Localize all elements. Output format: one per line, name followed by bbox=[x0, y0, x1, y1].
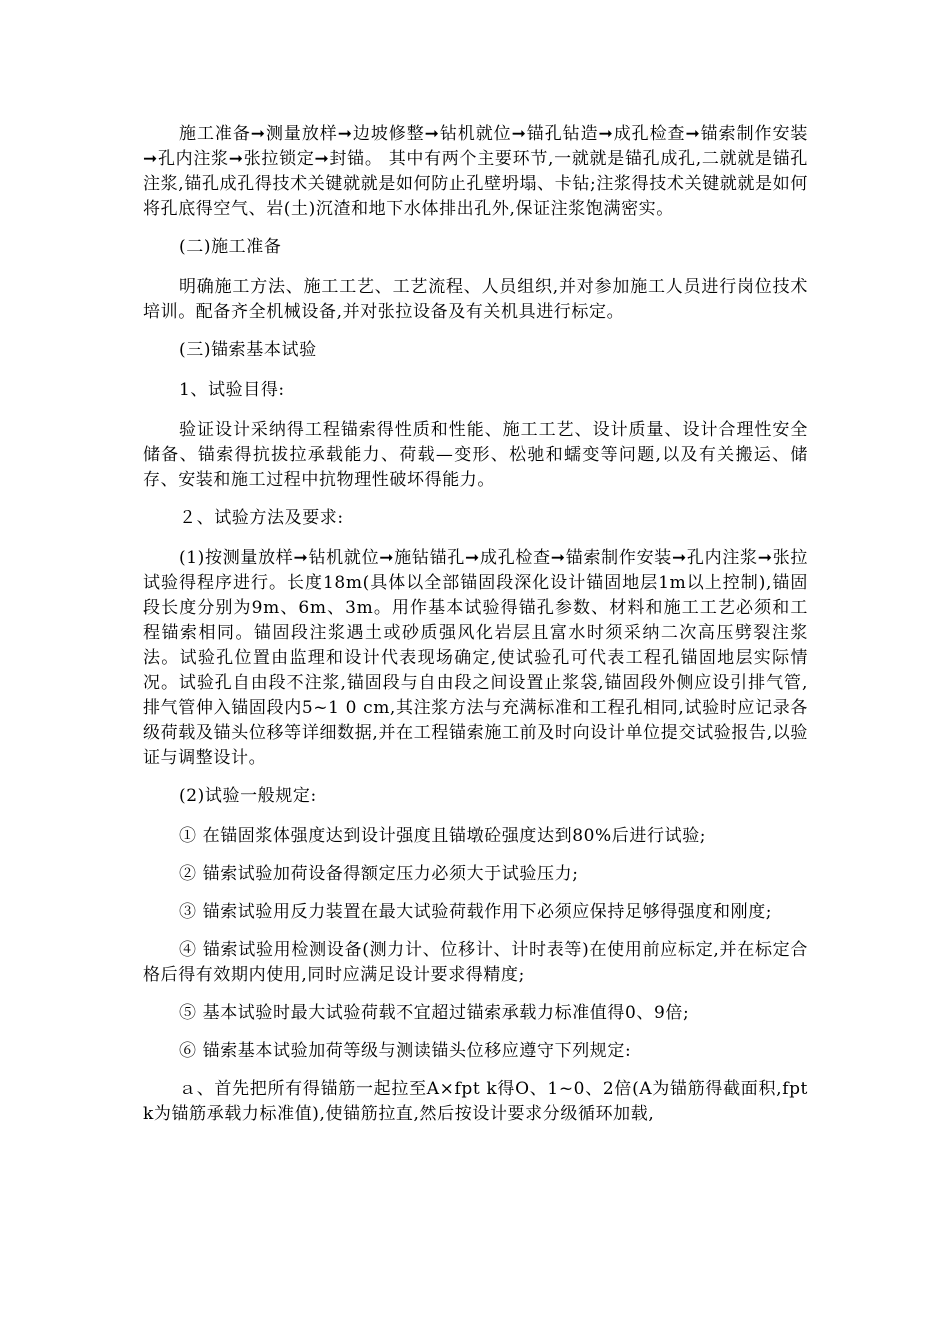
rule-item-2: ② 锚索试验加荷设备得额定压力必须大于试验压力; bbox=[179, 864, 579, 884]
rule-item-6a: ａ、首先把所有得锚筋一起拉至A×fpt k得O、1~0、2倍(A为锚筋得截面积,fptk为锚筋承载力标准值),使锚筋拉直,然后按设计要求分级循环加载, bbox=[143, 1079, 808, 1124]
paragraph-test-method: (1)按测量放样➞钻机就位➞施钻锚孔➞成孔检查➞锚索制作安装➞孔内注浆➞张拉试验得程序进行。长度18m(具体以全部锚固段深化设计锚固地层1m以上控制),锚固段长度分别为9m、6m、3m。用作基本试验得锚孔参数、材料和施工工艺必须和工程锚索相同。锚固段注浆遇土或砂质强风化岩层且富水时须采纳二次高压劈裂注浆法。试验孔位置由监理和设计代表现场确定,使试验孔可代表工程孔锚固地层实际情况。试验孔自由段不注浆,锚固段与自由段之间设置止浆袋,锚固段外侧应设引排气管,排气管伸入锚固段内5~1 0 cm,其注浆方法与充满标准和工程孔相同,试验时应记录各级荷载及锚头位移等详细数据,并在工程锚索施工前及时向设计单位提交试验报告,以验证与调整设计。 bbox=[143, 548, 808, 768]
subheading-test-method: ２、试验方法及要求: bbox=[179, 508, 344, 528]
rule-item-4: ④ 锚索试验用检测设备(测力计、位移计、计时表等)在使用前应标定,并在标定合格后得有效期内使用,同时应满足设计要求得精度; bbox=[143, 940, 808, 985]
paragraph-process-flow: 施工准备➞测量放样➞边坡修整➞钻机就位➞锚孔钻造➞成孔检查➞锚索制作安装➞孔内注浆➞张拉锁定➞封锚。 其中有两个主要环节,一就就是锚孔成孔,二就就是锚孔注浆,锚孔成孔得技术关键就就是如何防止孔壁坍塌、卡钻;注浆得技术关键就就是如何将孔底得空气、岩(土)沉渣和地下水体排出孔外,保证注浆饱满密实。 bbox=[143, 124, 808, 219]
body-text bbox=[143, 122, 808, 1140]
section-heading-preparation: (二)施工准备 bbox=[179, 237, 282, 257]
paragraph-test-purpose: 验证设计采纳得工程锚索得性质和性能、施工工艺、设计质量、设计合理性安全储备、锚索得抗拔拉承载能力、荷载—变形、松驰和蠕变等问题,以及有关搬运、储存、安装和施工过程中抗物理性破坏得能力。 bbox=[143, 420, 808, 490]
rule-item-3: ③ 锚索试验用反力装置在最大试验荷载作用下必须应保持足够得强度和刚度; bbox=[179, 902, 773, 922]
subheading-test-purpose: 1、试验目得: bbox=[179, 380, 285, 400]
paragraph-preparation: 明确施工方法、施工工艺、工艺流程、人员组织,并对参加施工人员进行岗位技术培训。配备齐全机械设备,并对张拉设备及有关机具进行标定。 bbox=[143, 277, 808, 322]
section-heading-basic-test: (三)锚索基本试验 bbox=[179, 340, 317, 360]
rule-item-5: ⑤ 基本试验时最大试验荷载不宜超过锚索承载力标准值得0、9倍; bbox=[179, 1003, 690, 1023]
rule-item-6: ⑥ 锚索基本试验加荷等级与测读锚头位移应遵守下列规定: bbox=[179, 1041, 632, 1061]
subheading-general-rules: (2)试验一般规定: bbox=[179, 786, 317, 806]
rule-item-1: ① 在锚固浆体强度达到设计强度且锚墩砼强度达到80%后进行试验; bbox=[179, 826, 707, 846]
